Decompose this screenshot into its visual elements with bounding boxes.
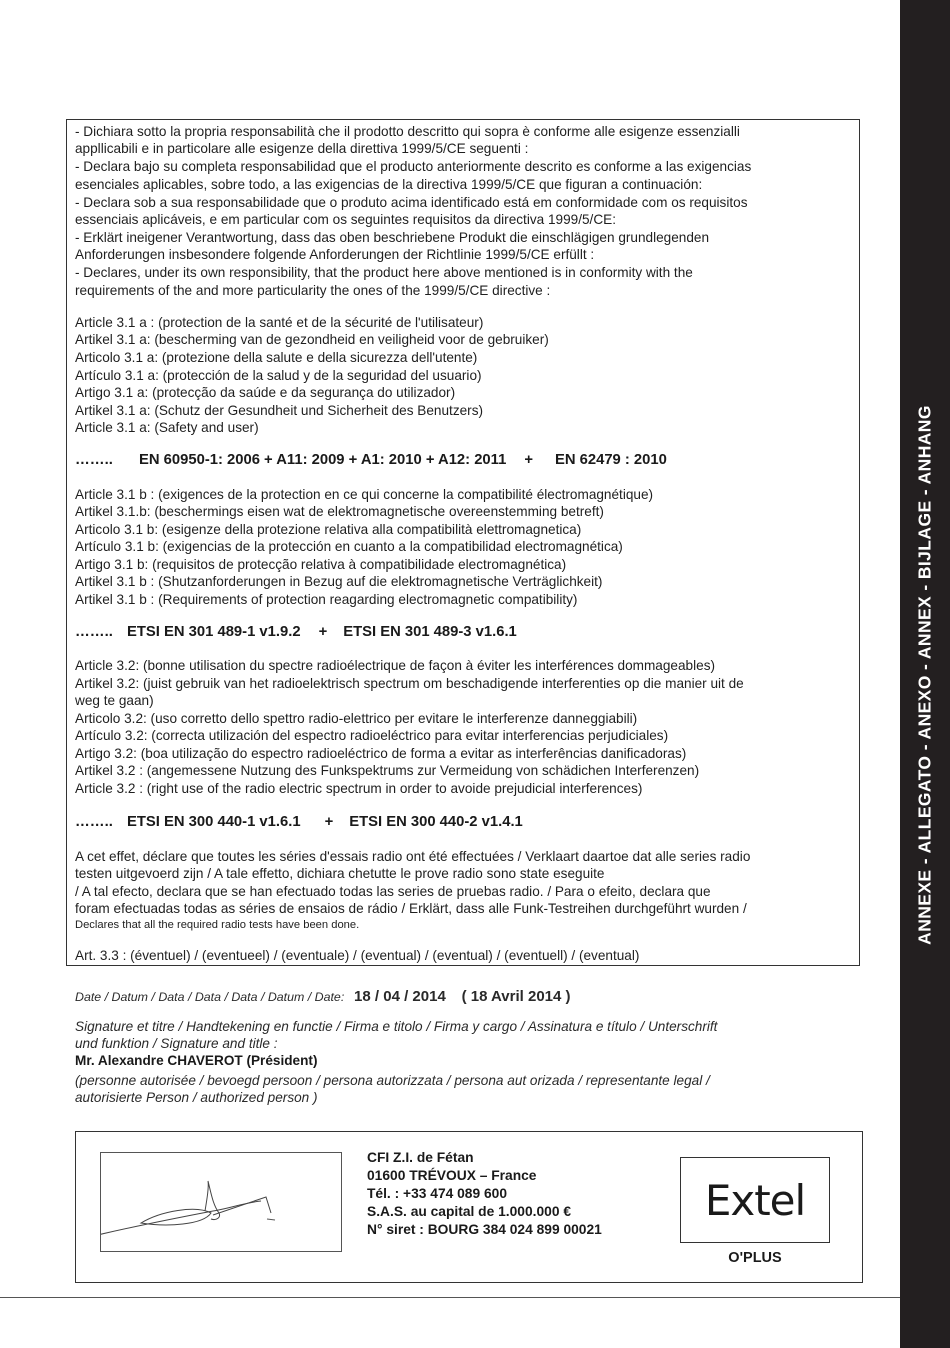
standard-secondary: ETSI EN 301 489-3 v1.6.1 xyxy=(343,624,517,640)
company-name: CFI Z.I. de Fétan xyxy=(367,1150,474,1165)
article-31b-line: Artikel 3.1 b : (Shutzanforderungen in Bezug auf die elektromagnetische Verträglichkeit) xyxy=(75,574,603,589)
page-bottom-rule xyxy=(0,1297,900,1298)
standards-dots: …….. xyxy=(75,624,113,640)
standards-dots: …….. xyxy=(75,452,113,468)
logo-wordmark: Extel xyxy=(704,1175,806,1225)
article-31a-line: Artikel 3.1 a: (Schutz der Gesundheit und Sicherheit des Benutzers) xyxy=(75,403,484,418)
article-31b-line: Article 3.1 b : (exigences de la protection en ce qui concerne la compatibilité électromagnétique) xyxy=(75,487,654,502)
date-value: 18 / 04 / 2014 xyxy=(354,988,446,1005)
declaration-line: essenciais aplicáveis, e em particular com os seguintes requisitos da directiva 1999/5/CE: xyxy=(75,212,616,227)
declaration-line: - Declara sob a sua responsabilidade que o produto acima identificado está em conformidade com os requisitos xyxy=(75,195,748,210)
standard-primary: ETSI EN 301 489-1 v1.9.2 xyxy=(127,624,301,640)
signatory-name: Mr. Alexandre CHAVEROT (Président) xyxy=(75,1053,318,1068)
company-city: 01600 TRÉVOUX – France xyxy=(367,1168,537,1183)
signature-labels: Signature et titre / Handtekening en functie / Firma e titolo / Firma y cargo / Assinatura e título / Unterschrift xyxy=(75,1019,718,1034)
declaration-line: - Declara bajo su completa responsabilidad que el producto anteriormente descrito es conforme a las exigencias xyxy=(75,159,752,174)
standard-plus: + xyxy=(324,814,334,830)
radio-tests-english: Declares that all the required radio tests have been done. xyxy=(75,919,360,931)
declaration-line: esenciales aplicables, sobre todo, a las exigencias de la directiva 1999/5/CE que figuran a continuación: xyxy=(75,177,703,192)
date-written: ( 18 Avril 2014 ) xyxy=(461,988,571,1005)
radio-tests-line: A cet effet, déclare que toutes les séries d'essais radio ont été effectuées / Verklaart daartoe dat alle series radio xyxy=(75,849,751,864)
signature-labels-cont: und funktion / Signature and title : xyxy=(75,1036,278,1051)
declaration-line: - Dichiara sotto la propria responsabilità che il prodotto descritto qui sopra è conforme alle esigenze essenzialli xyxy=(75,124,740,139)
article-31a-line: Artikel 3.1 a: (bescherming van de gezondheid en veiligheid voor de gebruiker) xyxy=(75,332,549,347)
article-31b-line: Artigo 3.1 b: (requisitos de protecção relativa à compatibilidade electromagnética) xyxy=(75,557,567,572)
declaration-line: requirements of the and more particularity the ones of the 1999/5/CE directive : xyxy=(75,283,551,298)
standard-plus: + xyxy=(318,624,328,640)
article-32-line: Artikel 3.2: (juist gebruik van het radioelektrisch spectrum om beschadigende interferenties op die manier uit de xyxy=(75,676,744,691)
declaration-line: - Erklärt ineigener Verantwortung, dass das oben beschriebene Produkt die einschlägigen grundlegenden xyxy=(75,230,710,245)
article-31a-line: Article 3.1 a: (Safety and user) xyxy=(75,420,259,435)
article-32-line: weg te gaan) xyxy=(75,693,154,708)
declaration-line: - Declares, under its own responsibility, that the product here above mentioned is in conformity with the xyxy=(75,265,693,280)
standard-secondary: EN 62479 : 2010 xyxy=(554,452,667,468)
company-capital: S.A.S. au capital de 1.000.000 € xyxy=(367,1204,571,1219)
handwritten-signature xyxy=(101,1153,341,1251)
logo-caption: O'PLUS xyxy=(728,1250,782,1266)
authorized-person-cont: autorisierte Person / authorized person ) xyxy=(75,1090,318,1105)
standards-dots: …….. xyxy=(75,814,113,830)
date-labels: Date / Datum / Data / Data / Data / Datum / Date: xyxy=(75,990,345,1004)
signature-box xyxy=(100,1152,342,1252)
article-32-line: Article 3.2: (bonne utilisation du spectre radioélectrique de façon à éviter les interférences dommageables) xyxy=(75,658,716,673)
standards-safety xyxy=(75,452,667,468)
extel-logo xyxy=(680,1157,830,1243)
article-31b-line: Artikel 3.1 b : (Requirements of protection reagarding electromagnetic compatibility) xyxy=(75,592,578,607)
date-row xyxy=(75,988,571,1006)
standards-radio xyxy=(75,814,523,830)
article-32-line: Artículo 3.2: (correcta utilización del espectro radioeléctrico para evitar interferencias perjudiciales) xyxy=(75,728,669,743)
radio-tests-line: testen uitgevoerd zijn / A tale effetto, dichiara chetutte le prove radio sono state eseguite xyxy=(75,866,605,881)
company-phone: Tél. : +33 474 089 600 xyxy=(367,1186,507,1201)
standards-emc xyxy=(75,624,517,640)
article-32-line: Article 3.2 : (right use of the radio electric spectrum in order to avoide prejudicial interferences) xyxy=(75,781,643,796)
article-33: Art. 3.3 : (éventuel) / (eventueel) / (eventuale) / (eventual) / (eventual) / (eventuell) / (eventual) xyxy=(75,948,640,963)
article-31b-line: Artikel 3.1.b: (beschermings eisen wat de elektromagnetische overeenstemming betreft) xyxy=(75,504,604,519)
article-31a-line: Article 3.1 a : (protection de la santé et de la sécurité de l'utilisateur) xyxy=(75,315,484,330)
article-31b-line: Articolo 3.1 b: (esigenze della protezione relativa alla compatibilità elettromagnetica) xyxy=(75,522,582,537)
declaration-line: Anforderungen insbesondere folgende Anforderungen der Richtlinie 1999/5/CE erfüllt : xyxy=(75,247,595,262)
article-31a-line: Artículo 3.1 a: (protección de la salud y de la seguridad del usuario) xyxy=(75,368,482,383)
side-tab-label: ANNEXE - ALLEGATO - ANEXO - ANNEX - BIJLAGE - ANHANG xyxy=(914,405,935,945)
article-32-line: Artigo 3.2: (boa utilização do espectro radioeléctrico de forma a evitar as interferências danificadoras) xyxy=(75,746,687,761)
article-31a-line: Articolo 3.1 a: (protezione della salute e della sicurezza dell'utente) xyxy=(75,350,478,365)
article-31a-line: Artigo 3.1 a: (protecção da saúde e da segurança do utilizador) xyxy=(75,385,456,400)
radio-tests-line: foram efectuadas todas as séries de ensaios de rádio / Erklärt, dass alle Funk-Testreihen durchgeführt wurden / xyxy=(75,901,747,916)
standard-secondary: ETSI EN 300 440-2 v1.4.1 xyxy=(349,814,523,830)
article-31b-line: Artículo 3.1 b: (exigencias de la protección en cuanto a la compatibilidad electromagnética) xyxy=(75,539,623,554)
radio-tests-line: / A tal efecto, declara que se han efectuado todas las series de pruebas radio. / Para o efeito, declara que xyxy=(75,884,711,899)
standard-primary: ETSI EN 300 440-1 v1.6.1 xyxy=(127,814,301,830)
article-32-line: Artikel 3.2 : (angemessene Nutzung des Funkspektrums zur Vermeidung von schädichen Interferenzen) xyxy=(75,763,700,778)
declaration-line: appllicabili e in particolare alle esigenze della direttiva 1999/5/CE seguenti : xyxy=(75,141,529,156)
article-32-line: Articolo 3.2: (uso corretto dello spettro radio-elettrico per evitare le interferenze danneggiabili) xyxy=(75,711,638,726)
authorized-person: (personne autorisée / bevoegd persoon / persona autorizzata / persona aut orizada / representante legal / xyxy=(75,1073,710,1088)
company-siret: N° siret : BOURG 384 024 899 00021 xyxy=(367,1222,602,1237)
standard-plus: + xyxy=(524,452,533,468)
standard-primary: EN 60950-1: 2006 + A11: 2009 + A1: 2010 + A12: 2011 xyxy=(139,452,507,468)
